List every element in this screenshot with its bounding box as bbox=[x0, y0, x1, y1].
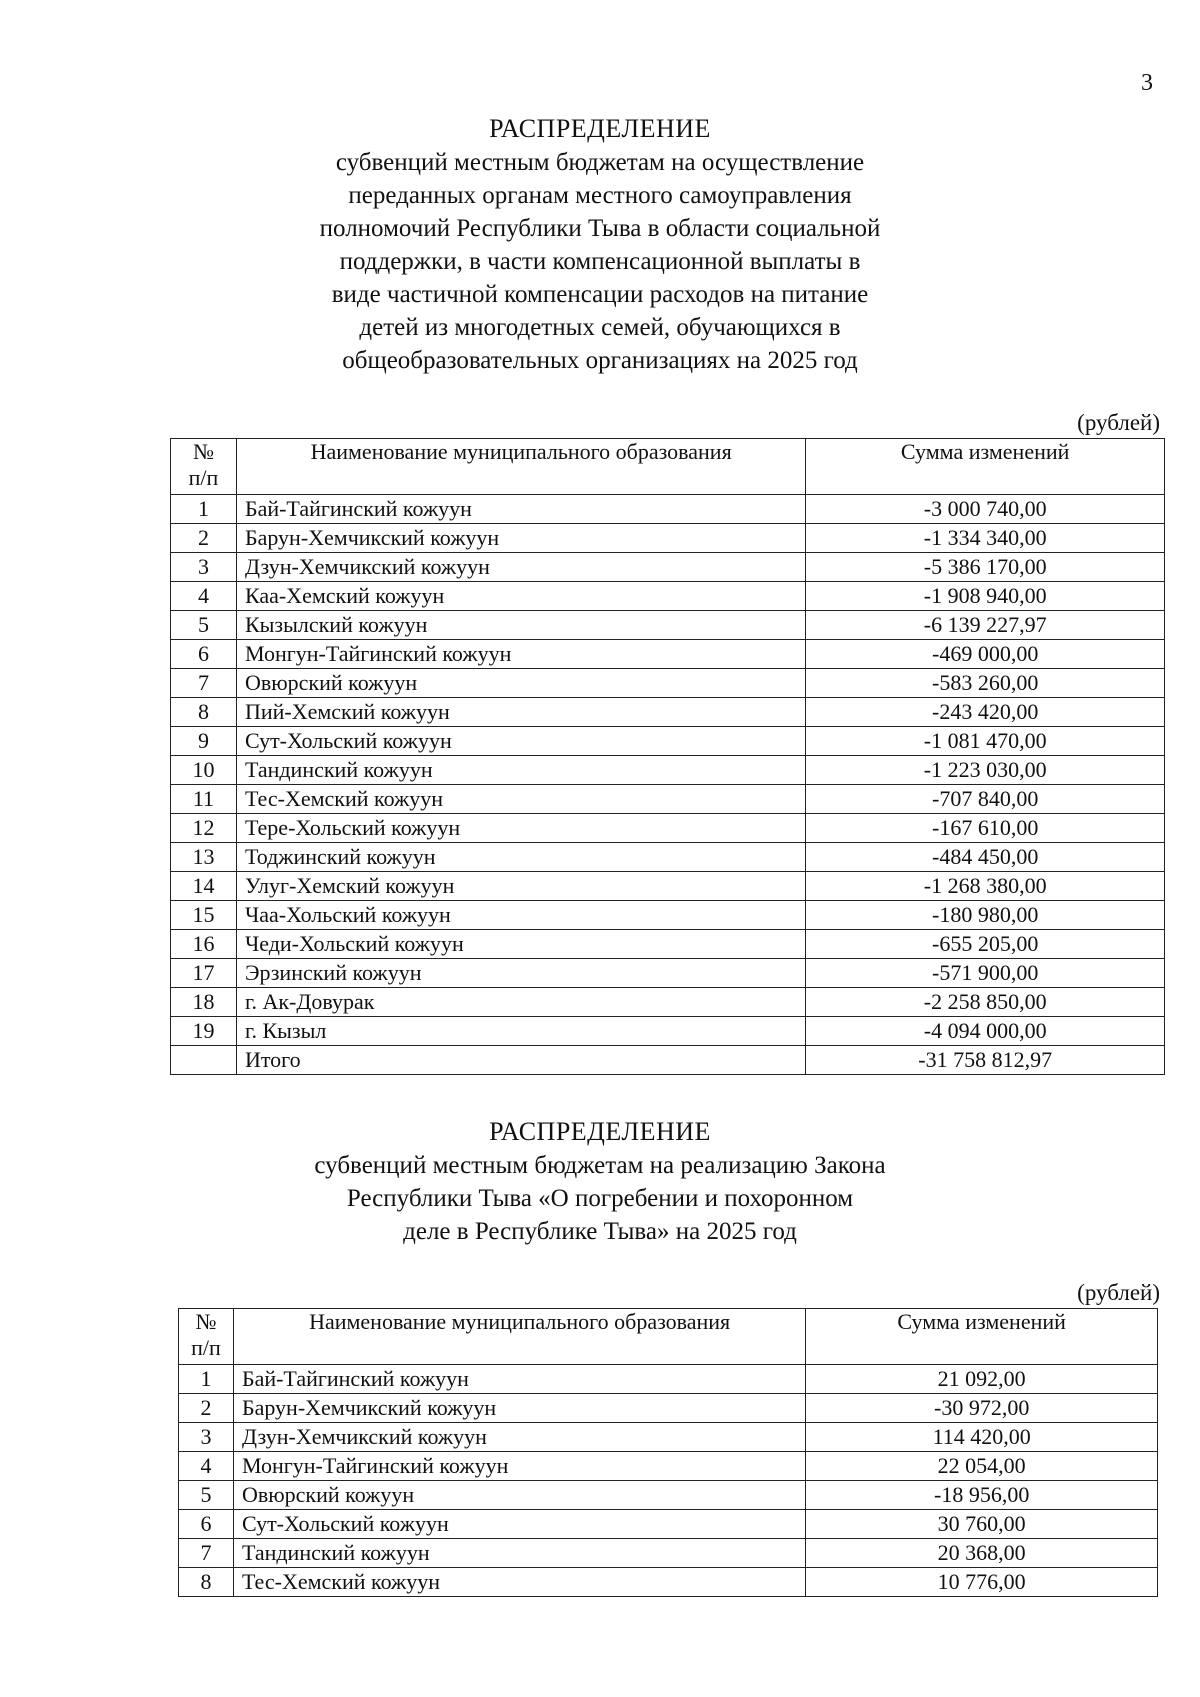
table-row bbox=[171, 698, 1165, 727]
row-name: Пий-Хемский кожуун bbox=[236, 698, 805, 727]
row-sum: 21 092,00 bbox=[806, 1365, 1158, 1394]
row-num: 4 bbox=[179, 1452, 234, 1481]
row-sum: -1 908 940,00 bbox=[806, 582, 1165, 611]
table-row bbox=[171, 524, 1165, 553]
row-num: 18 bbox=[171, 988, 237, 1017]
row-num: 1 bbox=[171, 495, 237, 524]
total-sum: -31 758 812,97 bbox=[806, 1046, 1165, 1075]
row-sum: 114 420,00 bbox=[806, 1423, 1158, 1452]
table-row bbox=[171, 988, 1165, 1017]
table-header-row bbox=[179, 1309, 1158, 1365]
row-num: 3 bbox=[179, 1423, 234, 1452]
table-row bbox=[179, 1539, 1158, 1568]
row-sum: -1 081 470,00 bbox=[806, 727, 1165, 756]
row-sum: -6 139 227,97 bbox=[806, 611, 1165, 640]
table-row bbox=[179, 1510, 1158, 1539]
row-num: 2 bbox=[179, 1394, 234, 1423]
header-num: № п/п bbox=[179, 1309, 234, 1365]
row-sum: -3 000 740,00 bbox=[806, 495, 1165, 524]
row-name: Дзун-Хемчикский кожуун bbox=[236, 553, 805, 582]
row-sum: -18 956,00 bbox=[806, 1481, 1158, 1510]
table-row bbox=[171, 582, 1165, 611]
table-row bbox=[179, 1568, 1158, 1597]
total-label: Итого bbox=[236, 1046, 805, 1075]
page-number: 3 bbox=[1141, 70, 1153, 96]
row-sum: -5 386 170,00 bbox=[806, 553, 1165, 582]
section2-subtitle-line: Республики Тыва «О погребении и похоронном bbox=[346, 1185, 854, 1212]
row-num: 8 bbox=[171, 698, 237, 727]
table-row bbox=[179, 1365, 1158, 1394]
row-sum: -2 258 850,00 bbox=[806, 988, 1165, 1017]
header-name: Наименование муниципального образования bbox=[233, 1309, 805, 1365]
row-sum: -583 260,00 bbox=[806, 669, 1165, 698]
row-name: г. Кызыл bbox=[236, 1017, 805, 1046]
row-name: Сут-Хольский кожуун bbox=[236, 727, 805, 756]
row-sum: 10 776,00 bbox=[806, 1568, 1158, 1597]
section1-table bbox=[170, 438, 1165, 1075]
section1-heading bbox=[0, 112, 1200, 377]
row-name: Улуг-Хемский кожуун bbox=[236, 872, 805, 901]
table-row bbox=[171, 495, 1165, 524]
header-name: Наименование муниципального образования bbox=[236, 439, 805, 495]
row-name: Овюрский кожуун bbox=[236, 669, 805, 698]
section1-title: РАСПРЕДЕЛЕНИЕ bbox=[489, 114, 711, 143]
row-name: Барун-Хемчикский кожуун bbox=[236, 524, 805, 553]
row-sum: -243 420,00 bbox=[806, 698, 1165, 727]
row-num: 13 bbox=[171, 843, 237, 872]
table-row bbox=[171, 640, 1165, 669]
row-num: 12 bbox=[171, 814, 237, 843]
section1-subtitle-line: общеобразовательных организациях на 2025 год bbox=[342, 347, 858, 374]
row-name: Барун-Хемчикский кожуун bbox=[233, 1394, 805, 1423]
row-name: Монгун-Тайгинский кожуун bbox=[233, 1452, 805, 1481]
row-num: 10 bbox=[171, 756, 237, 785]
section1-subtitle-line: переданных органам местного самоуправления bbox=[348, 182, 852, 209]
section2-title: РАСПРЕДЕЛЕНИЕ bbox=[489, 1117, 711, 1146]
row-sum: -571 900,00 bbox=[806, 959, 1165, 988]
section2-heading bbox=[0, 1115, 1200, 1248]
total-row bbox=[171, 1046, 1165, 1075]
row-name: Тес-Хемский кожуун bbox=[233, 1568, 805, 1597]
row-sum: -30 972,00 bbox=[806, 1394, 1158, 1423]
row-num: 17 bbox=[171, 959, 237, 988]
row-num: 7 bbox=[179, 1539, 234, 1568]
section1-subtitle-line: поддержки, в части компенсационной выплаты в bbox=[339, 248, 861, 275]
table-row bbox=[179, 1452, 1158, 1481]
row-name: Эрзинский кожуун bbox=[236, 959, 805, 988]
row-num: 9 bbox=[171, 727, 237, 756]
row-sum: 22 054,00 bbox=[806, 1452, 1158, 1481]
row-sum: -180 980,00 bbox=[806, 901, 1165, 930]
row-num: 6 bbox=[179, 1510, 234, 1539]
row-name: Тандинский кожуун bbox=[233, 1539, 805, 1568]
table-row bbox=[171, 930, 1165, 959]
row-sum: 20 368,00 bbox=[806, 1539, 1158, 1568]
table-row bbox=[171, 814, 1165, 843]
section2-table bbox=[178, 1308, 1158, 1597]
row-sum: -1 268 380,00 bbox=[806, 872, 1165, 901]
section1-subtitle-line: детей из многодетных семей, обучающихся в bbox=[359, 314, 841, 341]
table-row bbox=[171, 785, 1165, 814]
table-row bbox=[171, 756, 1165, 785]
row-num: 4 bbox=[171, 582, 237, 611]
header-sum: Сумма изменений bbox=[806, 1309, 1158, 1365]
row-sum: 30 760,00 bbox=[806, 1510, 1158, 1539]
section1-subtitle-line: субвенций местным бюджетам на осуществление bbox=[335, 149, 865, 176]
row-name: Дзун-Хемчикский кожуун bbox=[233, 1423, 805, 1452]
section1-table-body bbox=[171, 495, 1165, 1046]
row-num: 11 bbox=[171, 785, 237, 814]
row-num: 19 bbox=[171, 1017, 237, 1046]
table-row bbox=[171, 1017, 1165, 1046]
table-row bbox=[171, 669, 1165, 698]
row-name: Бай-Тайгинский кожуун bbox=[233, 1365, 805, 1394]
row-sum: -4 094 000,00 bbox=[806, 1017, 1165, 1046]
row-num: 1 bbox=[179, 1365, 234, 1394]
table-row bbox=[171, 843, 1165, 872]
row-name: Тере-Хольский кожуун bbox=[236, 814, 805, 843]
table-row bbox=[171, 959, 1165, 988]
row-num: 2 bbox=[171, 524, 237, 553]
row-name: Чеди-Хольский кожуун bbox=[236, 930, 805, 959]
row-num: 3 bbox=[171, 553, 237, 582]
header-num: № п/п bbox=[171, 439, 237, 495]
table-row bbox=[171, 727, 1165, 756]
row-num: 15 bbox=[171, 901, 237, 930]
section1-unit: (рублей) bbox=[1077, 410, 1160, 435]
row-sum: -469 000,00 bbox=[806, 640, 1165, 669]
row-num: 7 bbox=[171, 669, 237, 698]
table-row bbox=[171, 872, 1165, 901]
section2-subtitle-line: субвенций местным бюджетам на реализацию Закона bbox=[314, 1152, 886, 1179]
row-name: Чаа-Хольский кожуун bbox=[236, 901, 805, 930]
table-header-row bbox=[171, 439, 1165, 495]
section1-subtitle-line: полномочий Республики Тыва в области социальной bbox=[319, 215, 881, 242]
row-sum: -1 334 340,00 bbox=[806, 524, 1165, 553]
row-sum: -167 610,00 bbox=[806, 814, 1165, 843]
row-name: Монгун-Тайгинский кожуун bbox=[236, 640, 805, 669]
row-name: Тандинский кожуун bbox=[236, 756, 805, 785]
section2-unit: (рублей) bbox=[1077, 1280, 1160, 1305]
row-sum: -484 450,00 bbox=[806, 843, 1165, 872]
table-row bbox=[171, 553, 1165, 582]
row-num: 5 bbox=[179, 1481, 234, 1510]
row-name: Каа-Хемский кожуун bbox=[236, 582, 805, 611]
table-row bbox=[179, 1481, 1158, 1510]
row-sum: -655 205,00 bbox=[806, 930, 1165, 959]
row-sum: -707 840,00 bbox=[806, 785, 1165, 814]
row-sum: -1 223 030,00 bbox=[806, 756, 1165, 785]
row-num: 8 bbox=[179, 1568, 234, 1597]
row-name: Сут-Хольский кожуун bbox=[233, 1510, 805, 1539]
total-num-cell bbox=[171, 1046, 237, 1075]
section2-subtitle-line: деле в Республике Тыва» на 2025 год bbox=[403, 1218, 797, 1245]
row-num: 6 bbox=[171, 640, 237, 669]
row-name: Кызылский кожуун bbox=[236, 611, 805, 640]
row-name: Тоджинский кожуун bbox=[236, 843, 805, 872]
header-sum: Сумма изменений bbox=[806, 439, 1165, 495]
table-row bbox=[179, 1423, 1158, 1452]
row-num: 5 bbox=[171, 611, 237, 640]
row-name: г. Ак-Довурак bbox=[236, 988, 805, 1017]
table-row bbox=[171, 611, 1165, 640]
table-row bbox=[171, 901, 1165, 930]
table-row bbox=[179, 1394, 1158, 1423]
row-num: 14 bbox=[171, 872, 237, 901]
row-name: Овюрский кожуун bbox=[233, 1481, 805, 1510]
row-name: Тес-Хемский кожуун bbox=[236, 785, 805, 814]
section1-subtitle-line: виде частичной компенсации расходов на питание bbox=[331, 281, 869, 308]
row-name: Бай-Тайгинский кожуун bbox=[236, 495, 805, 524]
row-num: 16 bbox=[171, 930, 237, 959]
section2-table-body bbox=[179, 1365, 1158, 1597]
